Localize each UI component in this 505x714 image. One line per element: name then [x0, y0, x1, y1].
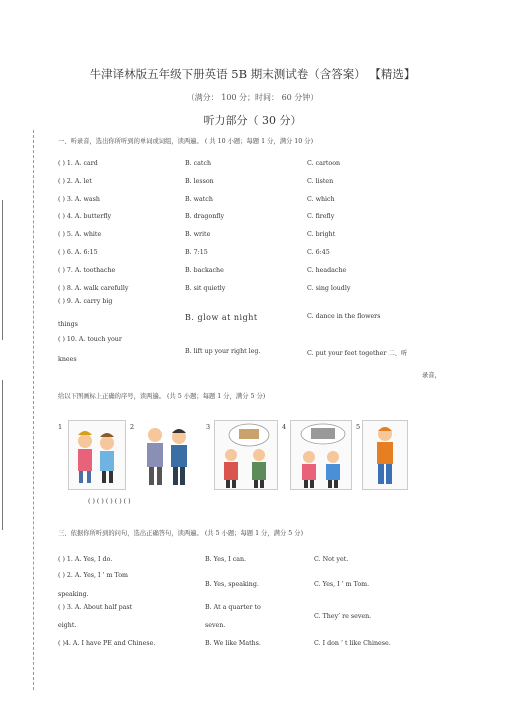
picture-boy-standing [362, 420, 408, 490]
p3-q3-option-a: ( ) 3. A. About half past [58, 604, 133, 611]
p1-q6-option-a: ( ) 6. A. 6:15 [58, 249, 98, 256]
p1-q3-option-b: B. watch [185, 196, 213, 203]
picture-number: 1 [58, 423, 63, 431]
p3-q4-option-a: ( )4. A. I have PE and Chinese. [58, 640, 156, 647]
q9-option-a [58, 298, 112, 305]
p1-q5-option-c: C. bright [307, 231, 336, 238]
p1-q1-option-a: ( ) 1. A. card [58, 160, 98, 167]
section-heading: 听力部分（ 30 分） [203, 114, 302, 127]
margin-rule [2, 200, 3, 340]
p3-q2-option-a-cont: speaking. [58, 591, 89, 598]
part3-instruction: 三、依据你所听到的问句，选出正确答句，读两遍。 (共 5 小题；每题 1 分，满分 5 分) [58, 530, 304, 537]
p1-q5-option-b: B. write [185, 231, 211, 238]
q9-option-c: C. dance in the flowers [307, 313, 381, 320]
picture-number: 3 [206, 423, 211, 431]
p1-q4-option-b: B. dragonfly [185, 213, 225, 220]
p3-q3-option-b-cont: seven. [205, 622, 226, 629]
p1-q2-option-c: C. listen [307, 178, 334, 185]
picture-two-boys [138, 420, 198, 490]
p1-q6-option-b: B. 7:15 [185, 249, 208, 256]
p1-q7-option-a: ( ) 7. A. toothache [58, 267, 116, 274]
p1-q8-option-a: ( ) 8. A. walk carefully [58, 285, 129, 292]
q9-option-a-cont: things [58, 321, 78, 328]
picture-girls-talking [68, 420, 126, 490]
p3-q4-option-c: C. I don ’ t like Chinese. [314, 640, 391, 647]
p1-q3-option-c: C. which [307, 196, 335, 203]
p3-q1-option-c: C. Not yet. [314, 556, 349, 563]
picture-boy-thinking-girl [214, 420, 278, 490]
p1-q7-option-b: B. backache [185, 267, 224, 274]
picture-answer-blanks: ( ) ( ) ( ) ( ) ( ) [88, 498, 131, 505]
margin-rule [2, 380, 3, 530]
p3-q2-option-a: ( ) 2. A. Yes, I ’ m Tom [58, 572, 128, 579]
p3-q4-option-b: B. We like Maths. [205, 640, 261, 647]
p1-q4-option-a: ( ) 4. A. butterfly [58, 213, 112, 220]
part2-instruction: 给以下图画标上正确的序号，读两遍。 (共 5 小题；每题 1 分，满分 5 分) [58, 393, 266, 400]
q10-option-c: C. put your feet together 二、听 [307, 350, 408, 357]
q10-continuation: 录音， [422, 372, 441, 379]
score-time-info: （满分： 100 分；时间： 60 分钟） [186, 93, 319, 102]
p3-q3-option-b: B. At a quarter to [205, 604, 261, 611]
p1-q8-option-c: C. sing loudly [307, 285, 351, 292]
p3-q1-option-a: ( ) 1. A. Yes, I do. [58, 556, 113, 563]
binding-dashed-line [33, 130, 34, 690]
p3-q3-option-c: C. They’ re seven. [314, 613, 372, 620]
p1-q5-option-a: ( ) 5. A. white [58, 231, 102, 238]
picture-number: 4 [282, 423, 287, 431]
p1-q4-option-c: C. firefly [307, 213, 335, 220]
p1-q3-option-a: ( ) 3. A. wash [58, 196, 100, 203]
p1-q7-option-c: C. headache [307, 267, 347, 274]
picture-number: 5 [356, 423, 361, 431]
p1-q2-option-b: B. lesson [185, 178, 214, 185]
part1-instruction: 一、听录音，选出你所听到的单词或词组，读两遍。 ( 共 10 小题；每题 1 分，满分 10 分) [58, 138, 314, 145]
q9-option-b: B. glow at night [185, 313, 258, 322]
p1-q8-option-b: B. sit quietly [185, 285, 226, 292]
q9-option-a-text: ( ) 9. A. carry big [58, 298, 113, 305]
p3-q2-option-c: C. Yes, I ’ m Tom. [314, 581, 370, 588]
p1-q1-option-c: C. cartoon [307, 160, 341, 167]
picture-number: 2 [130, 423, 135, 431]
p3-q3-option-a-cont: eight. [58, 622, 77, 629]
p3-q1-option-b: B. Yes, I can. [205, 556, 247, 563]
page-title: 牛津译林版五年级下册英语 5B 期末测试卷（含答案） 【精选】 [89, 67, 416, 81]
p3-q2-option-b: B. Yes, speaking. [205, 581, 259, 588]
p1-q1-option-b: B. catch [185, 160, 212, 167]
p1-q6-option-c: C. 6:45 [307, 249, 330, 256]
q10-option-b: B. lift up your right leg. [185, 348, 261, 355]
q10-option-a: ( ) 10. A. touch your [58, 336, 122, 343]
picture-children-chess [290, 420, 352, 490]
p1-q2-option-a: ( ) 2. A. let [58, 178, 92, 185]
q10-option-a-cont: knees [58, 356, 77, 363]
